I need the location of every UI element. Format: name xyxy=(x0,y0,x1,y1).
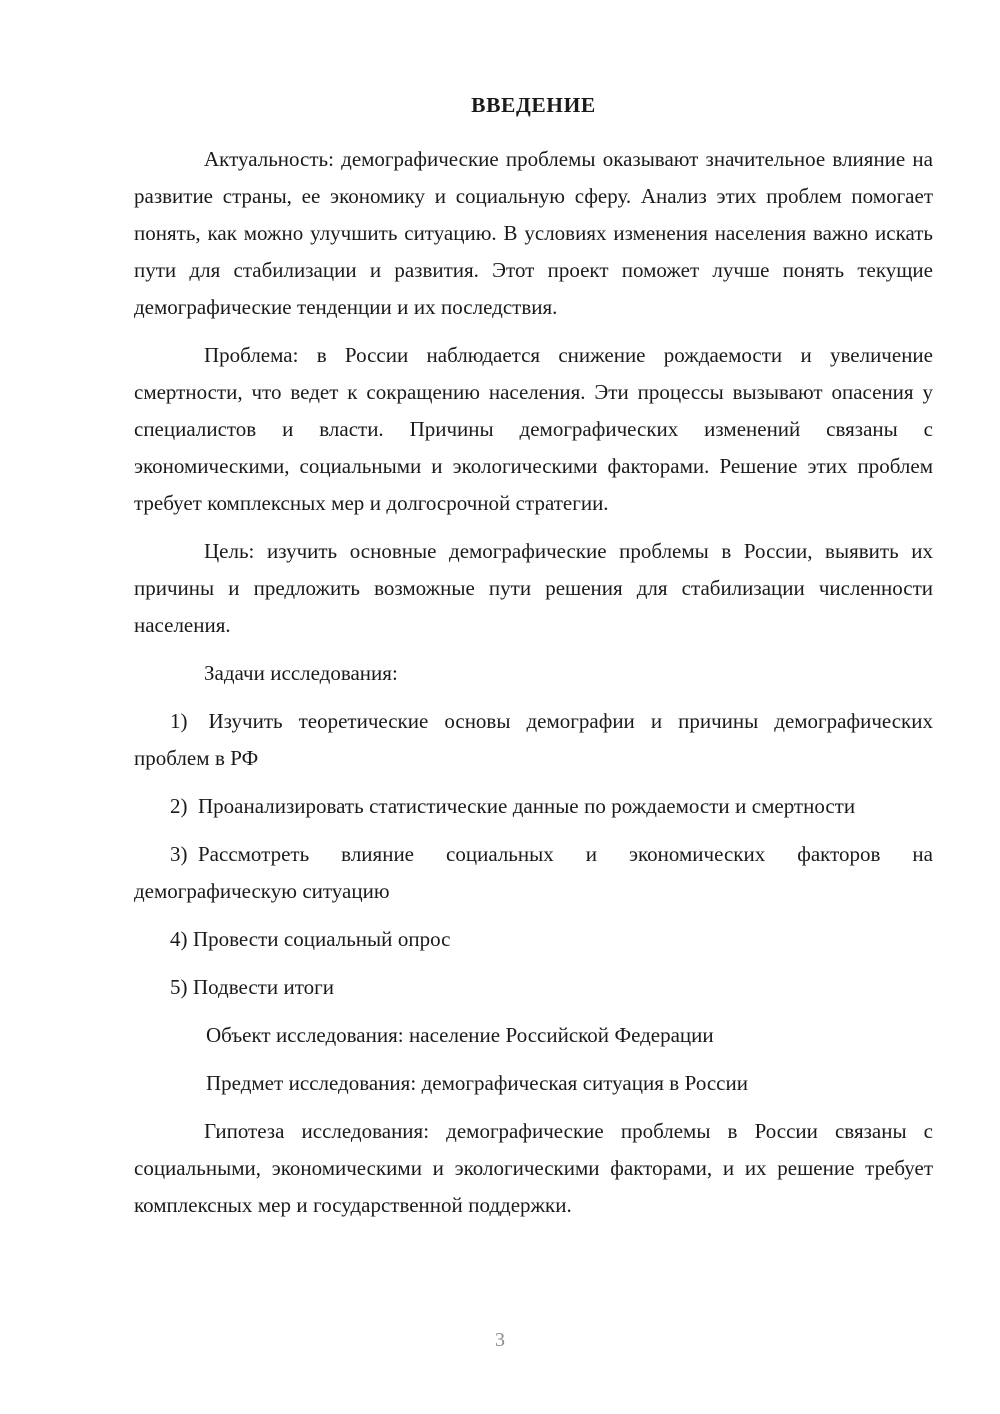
page-number: 3 xyxy=(495,1329,505,1351)
task-item-1: 1) Изучить теоретические основы демографии и причины демографических проблем в РФ xyxy=(134,708,933,770)
paragraph-hypothesis: Гипотеза исследования: демографические проблемы в России связаны с социальными, экономическими и экологическими факторами, и их решение требует комплексных мер и государственной поддержки. xyxy=(134,1118,933,1217)
page-title: ВВЕДЕНИЕ xyxy=(471,93,596,117)
task-item-4: 4) Провести социальный опрос xyxy=(170,926,451,951)
paragraph-relevance: Актуальность: демографические проблемы оказывают значительное влияние на развитие страны, ее экономику и социальную сферу. Анализ этих проблем помогает понять, как можно улучшить ситуацию. В условиях изменения населения важно искать пути для стабилизации и развития. Этот проект поможет лучше понять текущие демографические тенденции и их последствия. xyxy=(134,146,933,319)
task-item-2: 2) Проанализировать статистические данные по рождаемости и смертности xyxy=(170,793,856,818)
paragraph-goal: Цель: изучить основные демографические проблемы в России, выявить их причины и предложить возможные пути решения для стабилизации численности населения. xyxy=(134,538,933,637)
tasks-heading: Задачи исследования: xyxy=(204,660,398,685)
paragraph-object: Объект исследования: население Российской Федерации xyxy=(206,1022,714,1047)
task-item-5: 5) Подвести итоги xyxy=(170,974,335,999)
paragraph-subject: Предмет исследования: демографическая ситуация в России xyxy=(206,1070,748,1095)
document-body xyxy=(134,92,933,1224)
paragraph-problem: Проблема: в России наблюдается снижение рождаемости и увеличение смертности, что ведет к сокращению населения. Эти процессы вызывают опасения у специалистов и власти. Причины демографических изменений связаны с экономическими, социальными и экологическими факторами. Решение этих проблем требует комплексных мер и долгосрочной стратегии. xyxy=(134,342,933,515)
task-item-3: 3) Рассмотреть влияние социальных и экономических факторов на демографическую ситуацию xyxy=(134,841,933,903)
